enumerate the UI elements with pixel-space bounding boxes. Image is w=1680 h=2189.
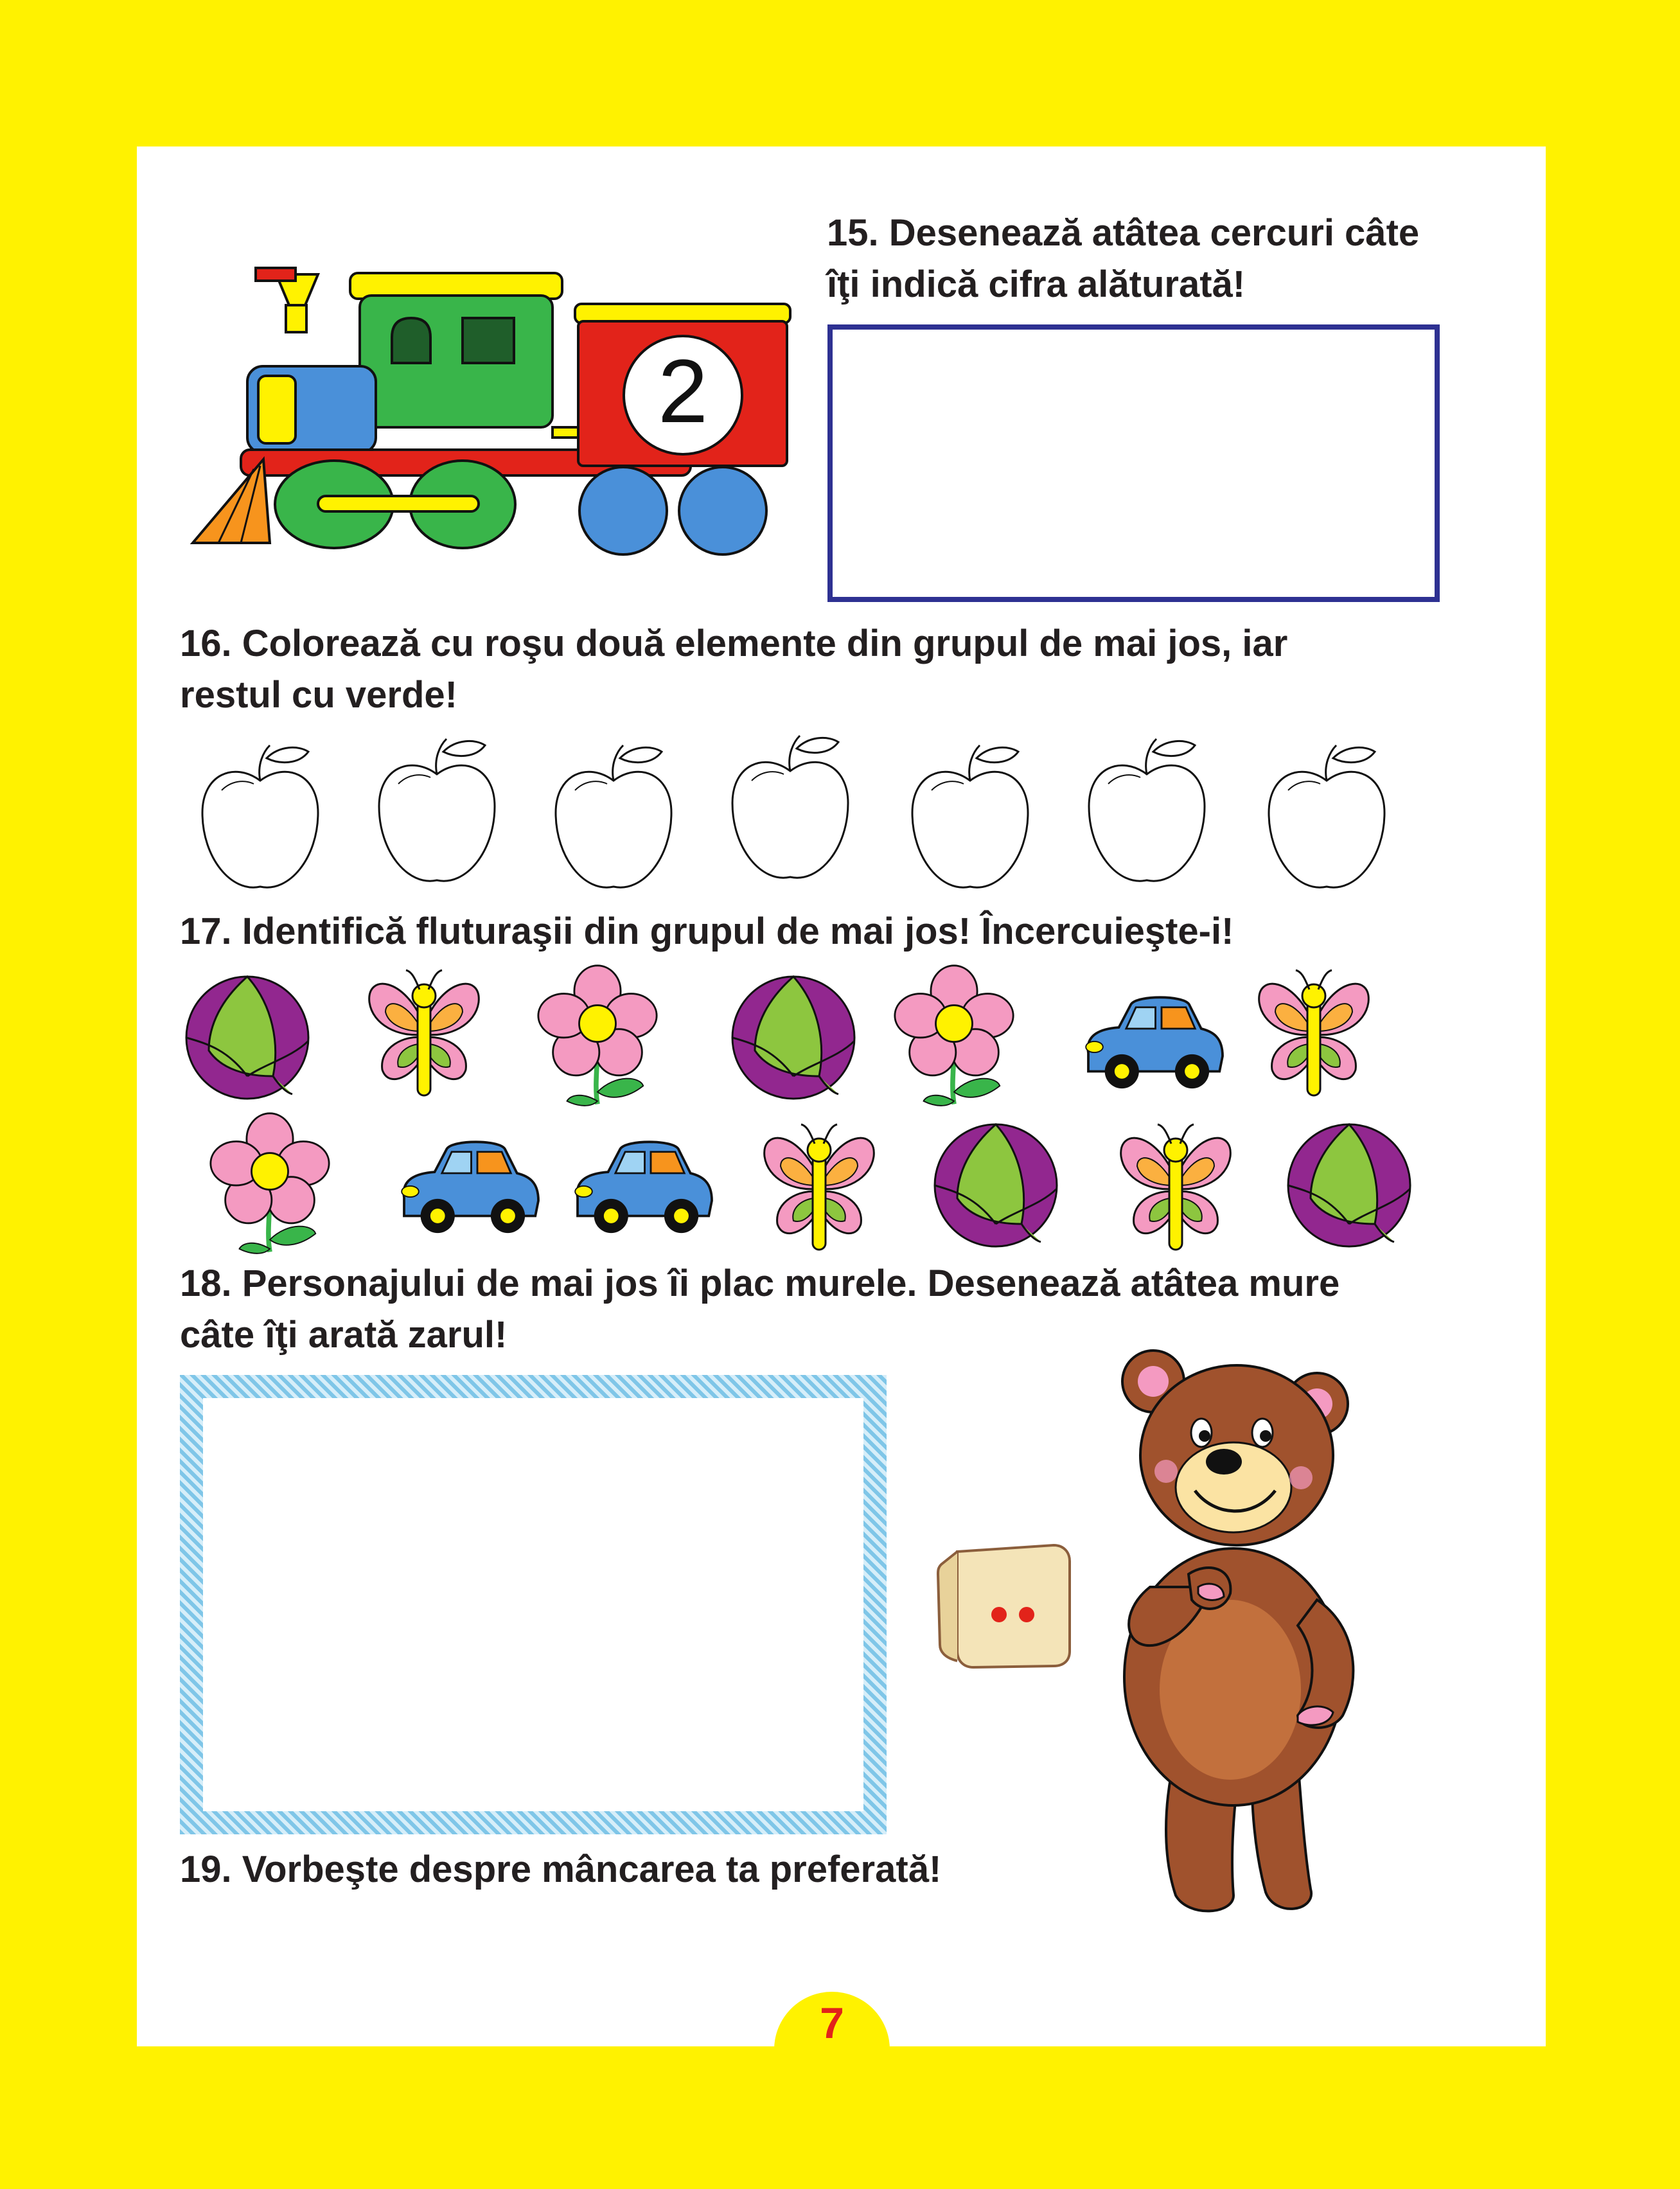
task-16-text <box>180 618 1287 721</box>
apple-outline-5[interactable] <box>912 745 1028 887</box>
butterfly-2[interactable] <box>1259 970 1369 1095</box>
flower-1[interactable] <box>538 966 657 1106</box>
train-illustration <box>180 260 797 559</box>
butterfly-4[interactable] <box>1121 1124 1231 1250</box>
page-number-tab <box>774 1992 890 2056</box>
task-18-line1: 18. Personajului de mai jos îi plac murele. Desenează atâtea mure <box>180 1263 1340 1304</box>
car-1[interactable] <box>1086 997 1223 1088</box>
butterfly-3[interactable] <box>765 1124 874 1250</box>
apples-row <box>180 723 1439 893</box>
task-17-line1: 17. Identifică fluturaşii din grupul de mai jos! Încercuieşte-i! <box>180 910 1234 952</box>
page-number: 7 <box>820 1999 844 2048</box>
bear-illustration <box>1105 1343 1401 1924</box>
task-19-text <box>180 1844 941 1895</box>
task-18-line2: câte îţi arată zarul! <box>180 1314 508 1356</box>
dice-pip-1 <box>991 1607 1007 1622</box>
ball-2[interactable] <box>732 977 854 1099</box>
ball-4[interactable] <box>1288 1124 1410 1246</box>
task-15-line2: îţi indică cifra alăturată! <box>827 263 1246 305</box>
task-19-line1: 19. Vorbeşte despre mâncarea ta preferată! <box>180 1848 942 1890</box>
apple-outline-2[interactable] <box>379 739 495 881</box>
task-15-line1: 15. Desenează atâtea cercuri câte <box>827 212 1420 254</box>
apple-outline-4[interactable] <box>732 736 848 878</box>
car-2[interactable] <box>402 1142 538 1233</box>
apple-outline-1[interactable] <box>202 745 318 887</box>
apple-outline-6[interactable] <box>1089 739 1205 881</box>
task-16-line2: restul cu verde! <box>180 674 457 716</box>
flower-2[interactable] <box>895 966 1013 1106</box>
apple-outline-7[interactable] <box>1269 745 1384 887</box>
flower-3[interactable] <box>211 1113 329 1254</box>
objects-grid <box>180 961 1439 1256</box>
dice-pip-2 <box>1019 1607 1034 1622</box>
car-3[interactable] <box>575 1142 712 1233</box>
dice <box>935 1539 1083 1674</box>
apple-outline-3[interactable] <box>556 745 671 887</box>
task-15-text <box>827 208 1419 310</box>
task-18-drawing-frame[interactable] <box>180 1375 887 1834</box>
train-digit: 2 <box>658 341 708 441</box>
task-17-text <box>180 906 1233 957</box>
task-16-line1: 16. Colorează cu roşu două elemente din grupul de mai jos, iar <box>180 623 1288 664</box>
task-15-answer-box[interactable] <box>827 324 1440 602</box>
butterfly-1[interactable] <box>369 970 479 1095</box>
ball-3[interactable] <box>935 1124 1057 1246</box>
ball-1[interactable] <box>186 977 308 1099</box>
